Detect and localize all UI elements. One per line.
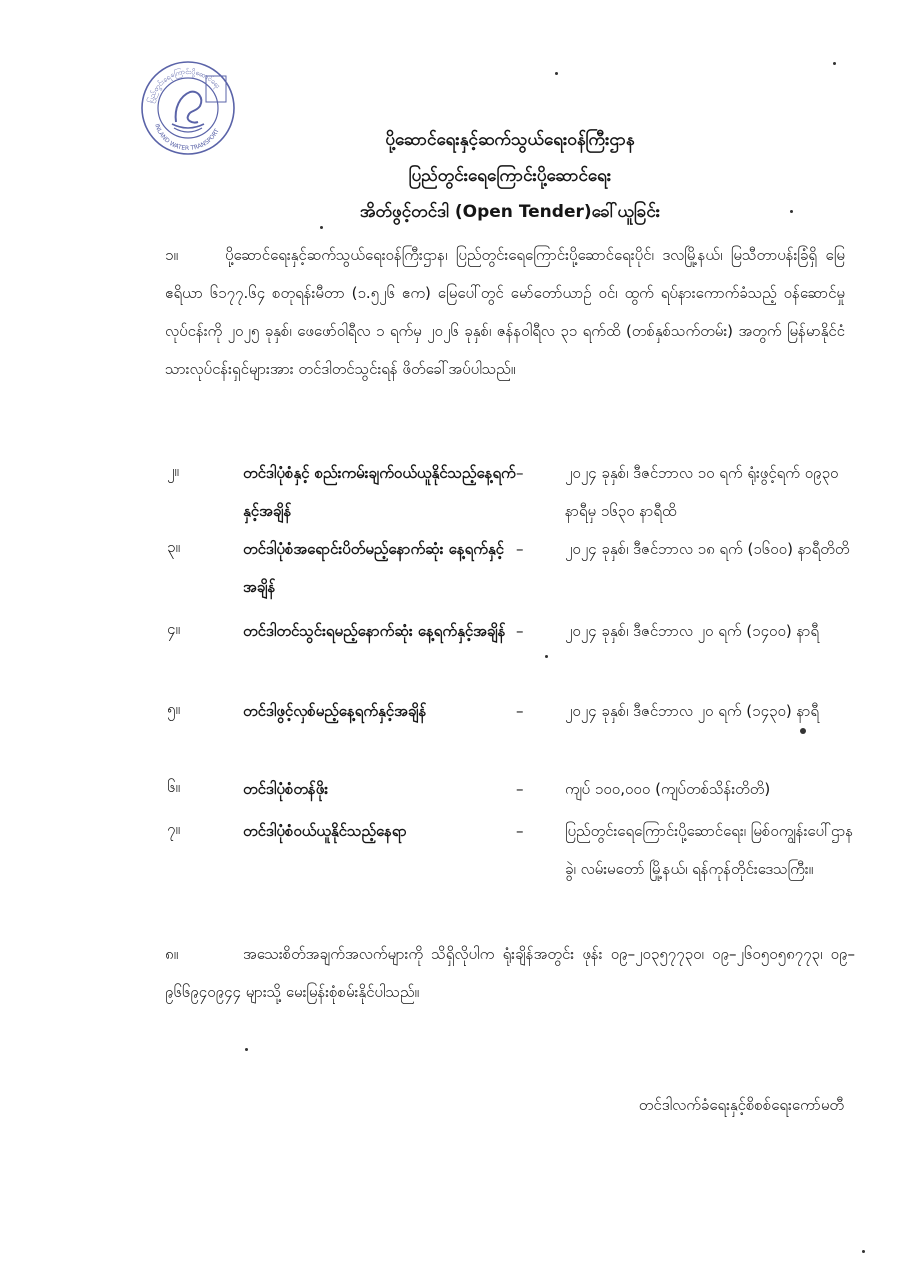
tender-item-sale-period bbox=[0, 454, 900, 534]
item-label: တင်ဒါပုံစံဝယ်ယူနိုင်သည့်နေရာ bbox=[243, 822, 407, 840]
item-number: ၅။ bbox=[167, 700, 180, 718]
scan-speck bbox=[833, 62, 836, 65]
scan-speck bbox=[800, 728, 806, 734]
item-label: တင်ဒါပုံစံနှင့် စည်းကမ်းချက်ဝယ်ယူနိုင်သည့်နေ့ရက်နှင့်အချိန် bbox=[243, 464, 516, 520]
department-heading: ပြည်တွင်းရေကြောင်းပို့ဆောင်ရေး bbox=[408, 166, 612, 186]
scan-speck bbox=[862, 1250, 865, 1253]
item-number: ၆။ bbox=[167, 778, 180, 796]
scan-speck bbox=[545, 655, 548, 658]
scan-speck bbox=[555, 72, 558, 75]
item-dash: – bbox=[516, 464, 524, 482]
contact-number: ၈။ bbox=[165, 945, 179, 963]
item-dash: – bbox=[516, 622, 524, 640]
scan-speck bbox=[320, 226, 323, 229]
svg-text:INLAND WATER TRANSPORT: INLAND WATER TRANSPORT bbox=[153, 123, 221, 153]
tender-item-sale-close bbox=[0, 530, 900, 610]
item-value: ကျပ် ၁၀၀,၀၀၀ (ကျပ်တစ်သိန်းတိတိ) bbox=[565, 780, 771, 798]
item-dash: – bbox=[516, 702, 524, 720]
item-dash: – bbox=[516, 540, 524, 558]
tender-item-price bbox=[0, 770, 900, 810]
tender-item-opening bbox=[0, 692, 900, 772]
ministry-heading: ပို့ဆောင်ရေးနှင့်ဆက်သွယ်ရေးဝန်ကြီးဌာန bbox=[385, 130, 635, 150]
contact-text: အသေးစိတ်အချက်အလက်များကို သိရှိလိုပါက ရုံးချိန်အတွင်း ဖုန်း ၀၉–၂၀၃၅၇၇၃၀၊ ၀၉–၂၆၀၅၀၅၈၇၇၃၊ ၀၉–၉၆၆၉၄၀၉၄၄ များသို့ မေးမြန်းစုံစမ်းနိုင်ပါသည်။ bbox=[165, 945, 855, 1001]
item-number: ၇။ bbox=[167, 820, 180, 838]
item-number: ၃။ bbox=[167, 538, 180, 556]
item-label: တင်ဒါတင်သွင်းရမည့်နောက်ဆုံး နေ့ရက်နှင့်အချိန် bbox=[243, 622, 506, 640]
item-value: ၂၀၂၄ ခုနှစ်၊ ဒီဇင်ဘာလ ၁၈ ရက် (၁၆၀၀) နာရီတိတိ bbox=[565, 540, 850, 558]
item-dash: – bbox=[516, 780, 524, 798]
tender-item-submission-deadline bbox=[0, 612, 900, 692]
scan-speck bbox=[790, 210, 793, 213]
item-number: ၂။ bbox=[167, 462, 179, 480]
intro-paragraph bbox=[165, 236, 845, 388]
item-value: ပြည်တွင်းရေကြောင်းပို့ဆောင်ရေး၊ မြစ်ဝကျွန်းပေါ်ဌာနခွဲ၊ လမ်းမတော် မြို့နယ်၊ ရန်ကုန်တိုင်းဒေသကြီး။ bbox=[565, 822, 854, 878]
announcement-title: အိတ်ဖွင့်တင်ဒါ (Open Tender)ခေါ်ယူခြင်း bbox=[359, 202, 661, 222]
item-label: တင်ဒါပုံစံအရောင်းပိတ်မည့်နောက်ဆုံး နေ့ရက်နှင့်အချိန် bbox=[243, 540, 504, 596]
item-value: ၂၀၂၄ ခုနှစ်၊ ဒီဇင်ဘာလ ၂၀ ရက် (၁၄၃၀) နာရီ bbox=[565, 702, 820, 720]
item-label: တင်ဒါပုံစံတန်ဖိုး bbox=[243, 780, 329, 798]
scan-speck bbox=[245, 1048, 248, 1051]
item-value: ၂၀၂၄ ခုနှစ်၊ ဒီဇင်ဘာလ ၂၀ ရက် (၁၄၀၀) နာရီ bbox=[565, 622, 820, 640]
item-dash: – bbox=[516, 822, 524, 840]
item-value: ၂၀၂၄ ခုနှစ်၊ ဒီဇင်ဘာလ ၁၀ ရက် ရုံးဖွင့်ရက် ၀၉၃၀ နာရီမှ ၁၆၃၀ နာရီထိ bbox=[565, 464, 839, 520]
item-number: ၄။ bbox=[167, 620, 180, 638]
contact-paragraph bbox=[165, 935, 855, 1011]
committee-signature: တင်ဒါလက်ခံရေးနှင့်စိစစ်ရေးကော်မတီ bbox=[638, 1096, 844, 1114]
svg-text:ပြည်တွင်းရေကြောင်းပို့ဆောင်ရေး: ပြည်တွင်းရေကြောင်းပို့ဆောင်ရေး bbox=[146, 67, 222, 104]
item-label: တင်ဒါဖွင့်လှစ်မည့်နေ့ရက်နှင့်အချိန် bbox=[243, 702, 427, 720]
intro-text: ပို့ဆောင်ရေးနှင့်ဆက်သွယ်ရေးဝန်ကြီးဌာန၊ ပြည်တွင်းရေကြောင်းပို့ဆောင်ရေးပိုင်၊ ဒလမြို့နယ်၊ မြသီတာပန်းခြံရှိ မြေဧရိယာ ၆၁၇၇.၆၄ စတုရန်းမီတာ (၁.၅၂၆ ဧက) မြေပေါ်တွင် မော်တော်ယာဉ် ဝင်၊ ထွက် ရပ်နားကောက်ခံသည့် ဝန်ဆောင်မှုလုပ်ငန်းကို ၂၀၂၅ ခုနှစ်၊ ဖေဖော်ဝါရီလ ၁ ရက်မှ ၂၀၂၆ ခုနှစ်၊ ဇန်နဝါရီလ ၃၁ ရက်ထိ (တစ်နှစ်သက်တမ်း) အတွက် မြန်မာနိုင်ငံသားလုပ်ငန်းရှင်များအား တင်ဒါတင်သွင်းရန် ဖိတ်ခေါ်အပ်ပါသည်။ bbox=[165, 246, 845, 378]
intro-number: ၁။ bbox=[165, 246, 178, 264]
tender-item-purchase-location bbox=[0, 812, 900, 932]
